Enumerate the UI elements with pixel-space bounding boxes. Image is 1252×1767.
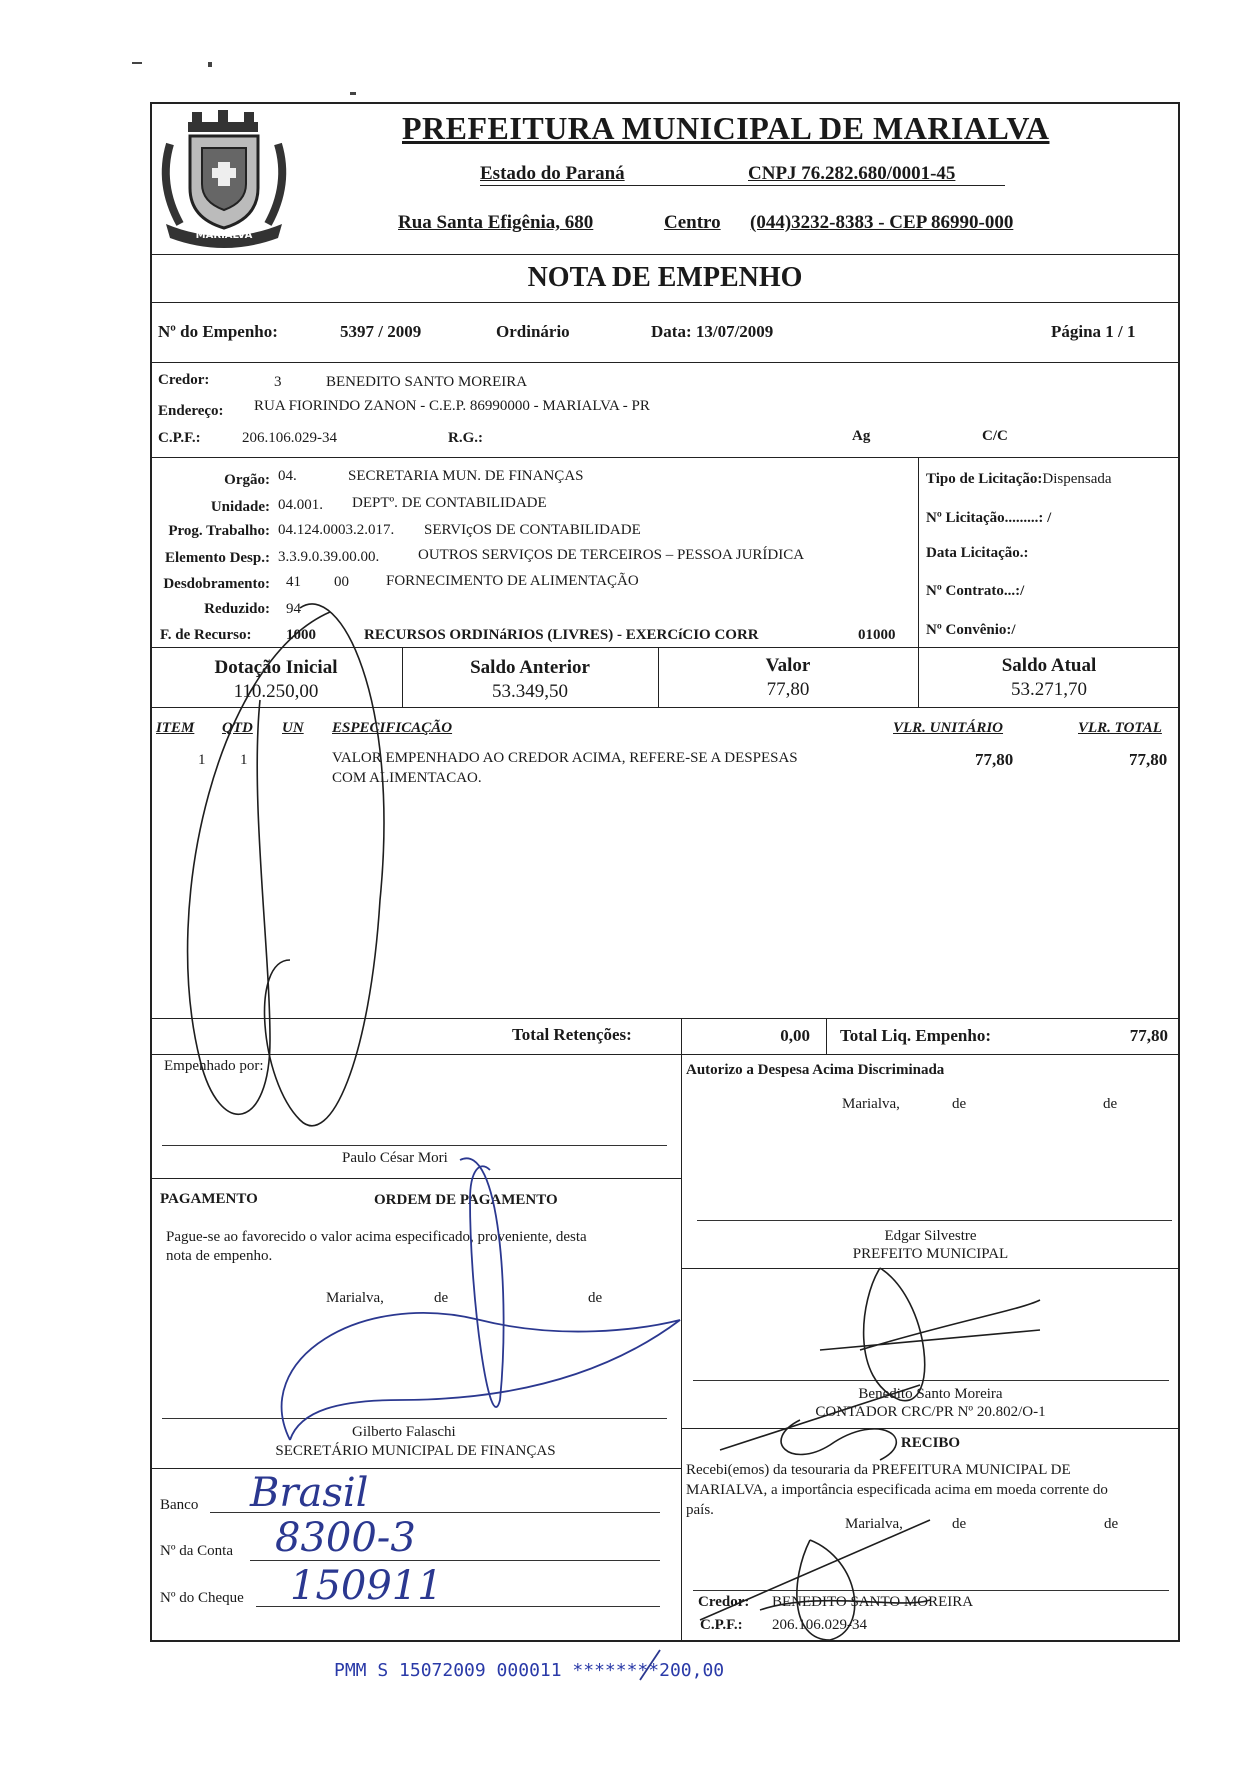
cc-label: C/C [982, 428, 1008, 444]
autorizo-de1: de [952, 1096, 967, 1112]
saldo-atual-value: 53.271,70 [1011, 679, 1087, 700]
secretario-role: SECRETÁRIO MUNICIPAL DE FINANÇAS [275, 1443, 556, 1459]
col-un: UN [282, 720, 304, 736]
secretario-signature-stroke [460, 1158, 504, 1407]
licitacao-tipo-label: Tipo de Licitação: [926, 471, 1043, 487]
credor-name: BENEDITO SANTO MOREIRA [326, 374, 528, 390]
address-label: Endereço: [158, 403, 224, 419]
ordem-label: ORDEM DE PAGAMENTO [374, 1192, 558, 1208]
col-total: VLR. TOTAL [1078, 720, 1162, 736]
item-number: 1 [198, 752, 206, 768]
orgao-name: SECRETARIA MUN. DE FINANÇAS [348, 468, 584, 484]
ag-label: Ag [852, 428, 871, 444]
col-spec: ESPECIFICAÇÃO [332, 720, 453, 736]
saldo-atual-label: Saldo Atual [1001, 655, 1097, 676]
recibo-text-3: país. [686, 1502, 714, 1518]
elemento-code: 3.3.9.0.39.00.00. [278, 549, 380, 565]
empenho-signature-stroke [188, 612, 330, 1114]
rg-label: R.G.: [448, 430, 483, 446]
empenho-signature-stroke [265, 604, 384, 1126]
recibo-cpf: 206.106.029-34 [772, 1617, 867, 1633]
credor-code: 3 [274, 374, 282, 390]
recibo-label: RECIBO [900, 1435, 961, 1451]
item-spec-line2: COM ALIMENTACAO. [332, 770, 482, 786]
liquido-value: 77,80 [1129, 1026, 1168, 1045]
prog-code: 04.124.0003.2.017. [278, 522, 395, 538]
header-state: Estado do Paraná [480, 163, 625, 184]
empenho-label: Nº do Empenho: [158, 322, 278, 341]
prog-label: Prog. Trabalho: [168, 523, 270, 539]
empenho-date: Data: 13/07/2009 [651, 322, 774, 341]
contador-role: CONTADOR CRC/PR Nº 20.802/O-1 [815, 1404, 1046, 1420]
secretario-signature-stroke [282, 1313, 680, 1440]
recibo-text-1: Recebi(emos) da tesouraria da PREFEITURA MUNICIPAL DE [686, 1462, 1071, 1478]
saldo-anterior-label: Saldo Anterior [470, 657, 590, 678]
prefeito-role: PREFEITO MUNICIPAL [852, 1246, 1009, 1262]
banco-label: Banco [160, 1497, 199, 1513]
contador-signer: Benedito Santo Moreira [858, 1386, 1003, 1402]
item-spec-line1: VALOR EMPENHADO AO CREDOR ACIMA, REFERE-SE A DESPESAS [332, 750, 798, 766]
autorizo-de2: de [1103, 1096, 1118, 1112]
recurso-label: F. de Recurso: [160, 627, 252, 643]
saldo-anterior-value: 53.349,50 [492, 681, 568, 702]
recibo-text-2: MARIALVA, a importância especificada acima em moeda corrente do [686, 1482, 1108, 1498]
empenho-type: Ordinário [496, 322, 570, 341]
recibo-cpf-label: C.P.F.: [700, 1617, 743, 1633]
pagamento-label: PAGAMENTO [160, 1191, 258, 1207]
prog-name: SERVIçOS DE CONTABILIDADE [424, 522, 641, 538]
prefeito-signature-stroke [820, 1268, 1040, 1401]
secretario-signer: Gilberto Falaschi [352, 1424, 456, 1440]
dotacao-value: 110.250,00 [233, 681, 319, 702]
recurso-name: RECURSOS ORDINáRIOS (LIVRES) - EXERCíCIO CORR [364, 627, 759, 643]
orgao-label: Orgão: [224, 472, 270, 488]
empenho-page: Página 1 / 1 [1051, 322, 1136, 341]
unidade-name: DEPTº. DE CONTABILIDADE [352, 495, 547, 511]
cpf-label: C.P.F.: [158, 430, 201, 446]
recibo-de1: de [952, 1516, 967, 1532]
empenho-number: 5397 / 2009 [340, 322, 422, 341]
header-phone-cep: (044)3232-8383 - CEP 86990-000 [750, 212, 1014, 233]
pagamento-de1: de [434, 1290, 449, 1306]
conta-label: Nº da Conta [160, 1543, 233, 1559]
liquido-label: Total Liq. Empenho: [840, 1026, 991, 1045]
desdobramento-name: FORNECIMENTO DE ALIMENTAÇÃO [386, 573, 639, 589]
credor-address: RUA FIORINDO ZANON - C.E.P. 86990000 - MARIALVA - PR [254, 398, 650, 414]
desdobramento-sub: 00 [334, 574, 349, 590]
header-title: PREFEITURA MUNICIPAL DE MARIALVA [402, 110, 1050, 146]
stamp-tick-stroke [640, 1650, 660, 1680]
item-qtd: 1 [240, 752, 248, 768]
recibo-credor: BENEDITO SANTO MOREIRA [772, 1594, 974, 1610]
reduzido-label: Reduzido: [204, 601, 270, 617]
recibo-credor-label: Credor: [698, 1594, 750, 1610]
header-street: Rua Santa Efigênia, 680 [398, 212, 594, 233]
licitacao-numero: Nº Licitação.........: / [926, 510, 1052, 526]
licitacao-data: Data Licitação.: [926, 545, 1029, 561]
unidade-label: Unidade: [210, 499, 270, 515]
valor-label: Valor [765, 655, 811, 676]
col-item: ITEM [156, 720, 195, 736]
pagamento-text-2: nota de empenho. [166, 1248, 273, 1264]
elemento-label: Elemento Desp.: [165, 550, 270, 566]
cheque-handwritten: 150911 [290, 1563, 443, 1609]
header-district: Centro [664, 212, 721, 233]
reduzido-value: 94 [286, 601, 301, 617]
svg-text:MARIALVA: MARIALVA [195, 230, 253, 241]
doc-title: NOTA DE EMPENHO [527, 262, 803, 293]
credor-cpf: 206.106.029-34 [242, 430, 337, 446]
cheque-label: Nº do Cheque [160, 1590, 244, 1606]
col-unit: VLR. UNITÁRIO [893, 720, 1004, 736]
pagamento-de2: de [588, 1290, 603, 1306]
convenio-numero: Nº Convênio:/ [926, 622, 1016, 638]
pagamento-text-1: Pague-se ao favorecido o valor acima especificado, proveniente, desta [166, 1229, 587, 1245]
header-cnpj: CNPJ 76.282.680/0001-45 [748, 163, 956, 184]
contador-signature-stroke [720, 1385, 920, 1460]
recurso-code: 1000 [286, 627, 316, 643]
credor-label: Credor: [158, 372, 210, 388]
col-qtd: QTD [222, 720, 253, 736]
recurso-number: 01000 [858, 627, 896, 643]
banco-handwritten: Brasil [250, 1470, 369, 1516]
desdobramento-label: Desdobramento: [163, 576, 270, 592]
autorizo-label: Autorizo a Despesa Acima Discriminada [686, 1062, 945, 1078]
payment-stamp: PMM S 15072009 000011 ********200,00 [334, 1660, 725, 1681]
prefeito-signer: Edgar Silvestre [884, 1228, 977, 1244]
contrato-numero: Nº Contrato...:/ [926, 583, 1025, 599]
pagamento-place: Marialva, [326, 1290, 384, 1306]
item-unit-value: 77,80 [975, 750, 1014, 769]
empenhado-signer: Paulo César Mori [342, 1150, 448, 1166]
recibo-place: Marialva, [845, 1516, 903, 1532]
recibo-de2: de [1104, 1516, 1119, 1532]
retencoes-label: Total Retenções: [512, 1025, 632, 1044]
valor-value: 77,80 [766, 679, 810, 700]
item-total-value: 77,80 [1129, 750, 1168, 769]
desdobramento-code: 41 [286, 574, 301, 590]
licitacao-tipo-value: Dispensada [1042, 471, 1112, 487]
unidade-code: 04.001. [278, 497, 323, 513]
elemento-name: OUTROS SERVIÇOS DE TERCEIROS – PESSOA JURÍDICA [418, 547, 805, 563]
autorizo-place: Marialva, [842, 1096, 900, 1112]
recibo-signature-stroke [700, 1520, 930, 1640]
dotacao-label: Dotação Inicial [214, 657, 338, 678]
empenhado-label: Empenhado por: [164, 1058, 264, 1074]
orgao-code: 04. [278, 468, 297, 484]
conta-handwritten: 8300-3 [275, 1515, 416, 1561]
retencoes-value: 0,00 [780, 1026, 810, 1045]
